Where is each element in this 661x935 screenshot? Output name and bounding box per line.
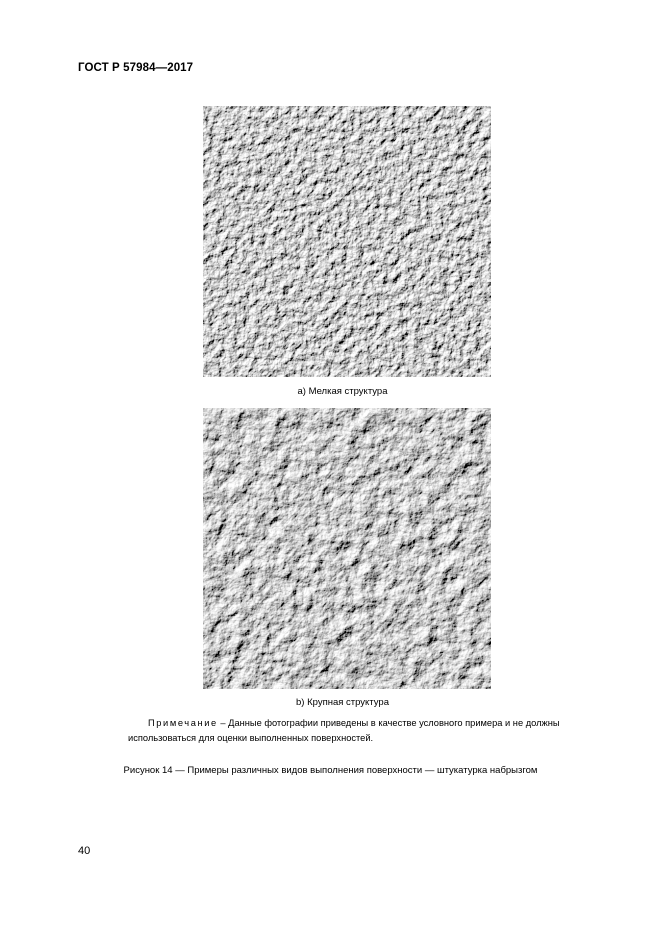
document-header: ГОСТ Р 57984—2017: [78, 62, 194, 74]
page-number: 40: [78, 845, 91, 857]
note-label: Примечание: [148, 718, 218, 728]
fine-texture-photo: [203, 106, 491, 377]
fine-texture-caption: а) Мелкая структура: [297, 386, 388, 397]
coarse-texture-caption: b) Крупная структура: [296, 697, 389, 708]
note-text: – Данные фотографии приведены в качестве условного примера и не должны использоваться для оценки выполненных поверхностей.: [128, 718, 560, 743]
figure-note: [128, 716, 598, 746]
coarse-texture-photo: [203, 408, 491, 689]
figure-caption: Рисунок 14 — Примеры различных видов выполнения поверхности — штукатурка набрызгом: [123, 765, 538, 776]
